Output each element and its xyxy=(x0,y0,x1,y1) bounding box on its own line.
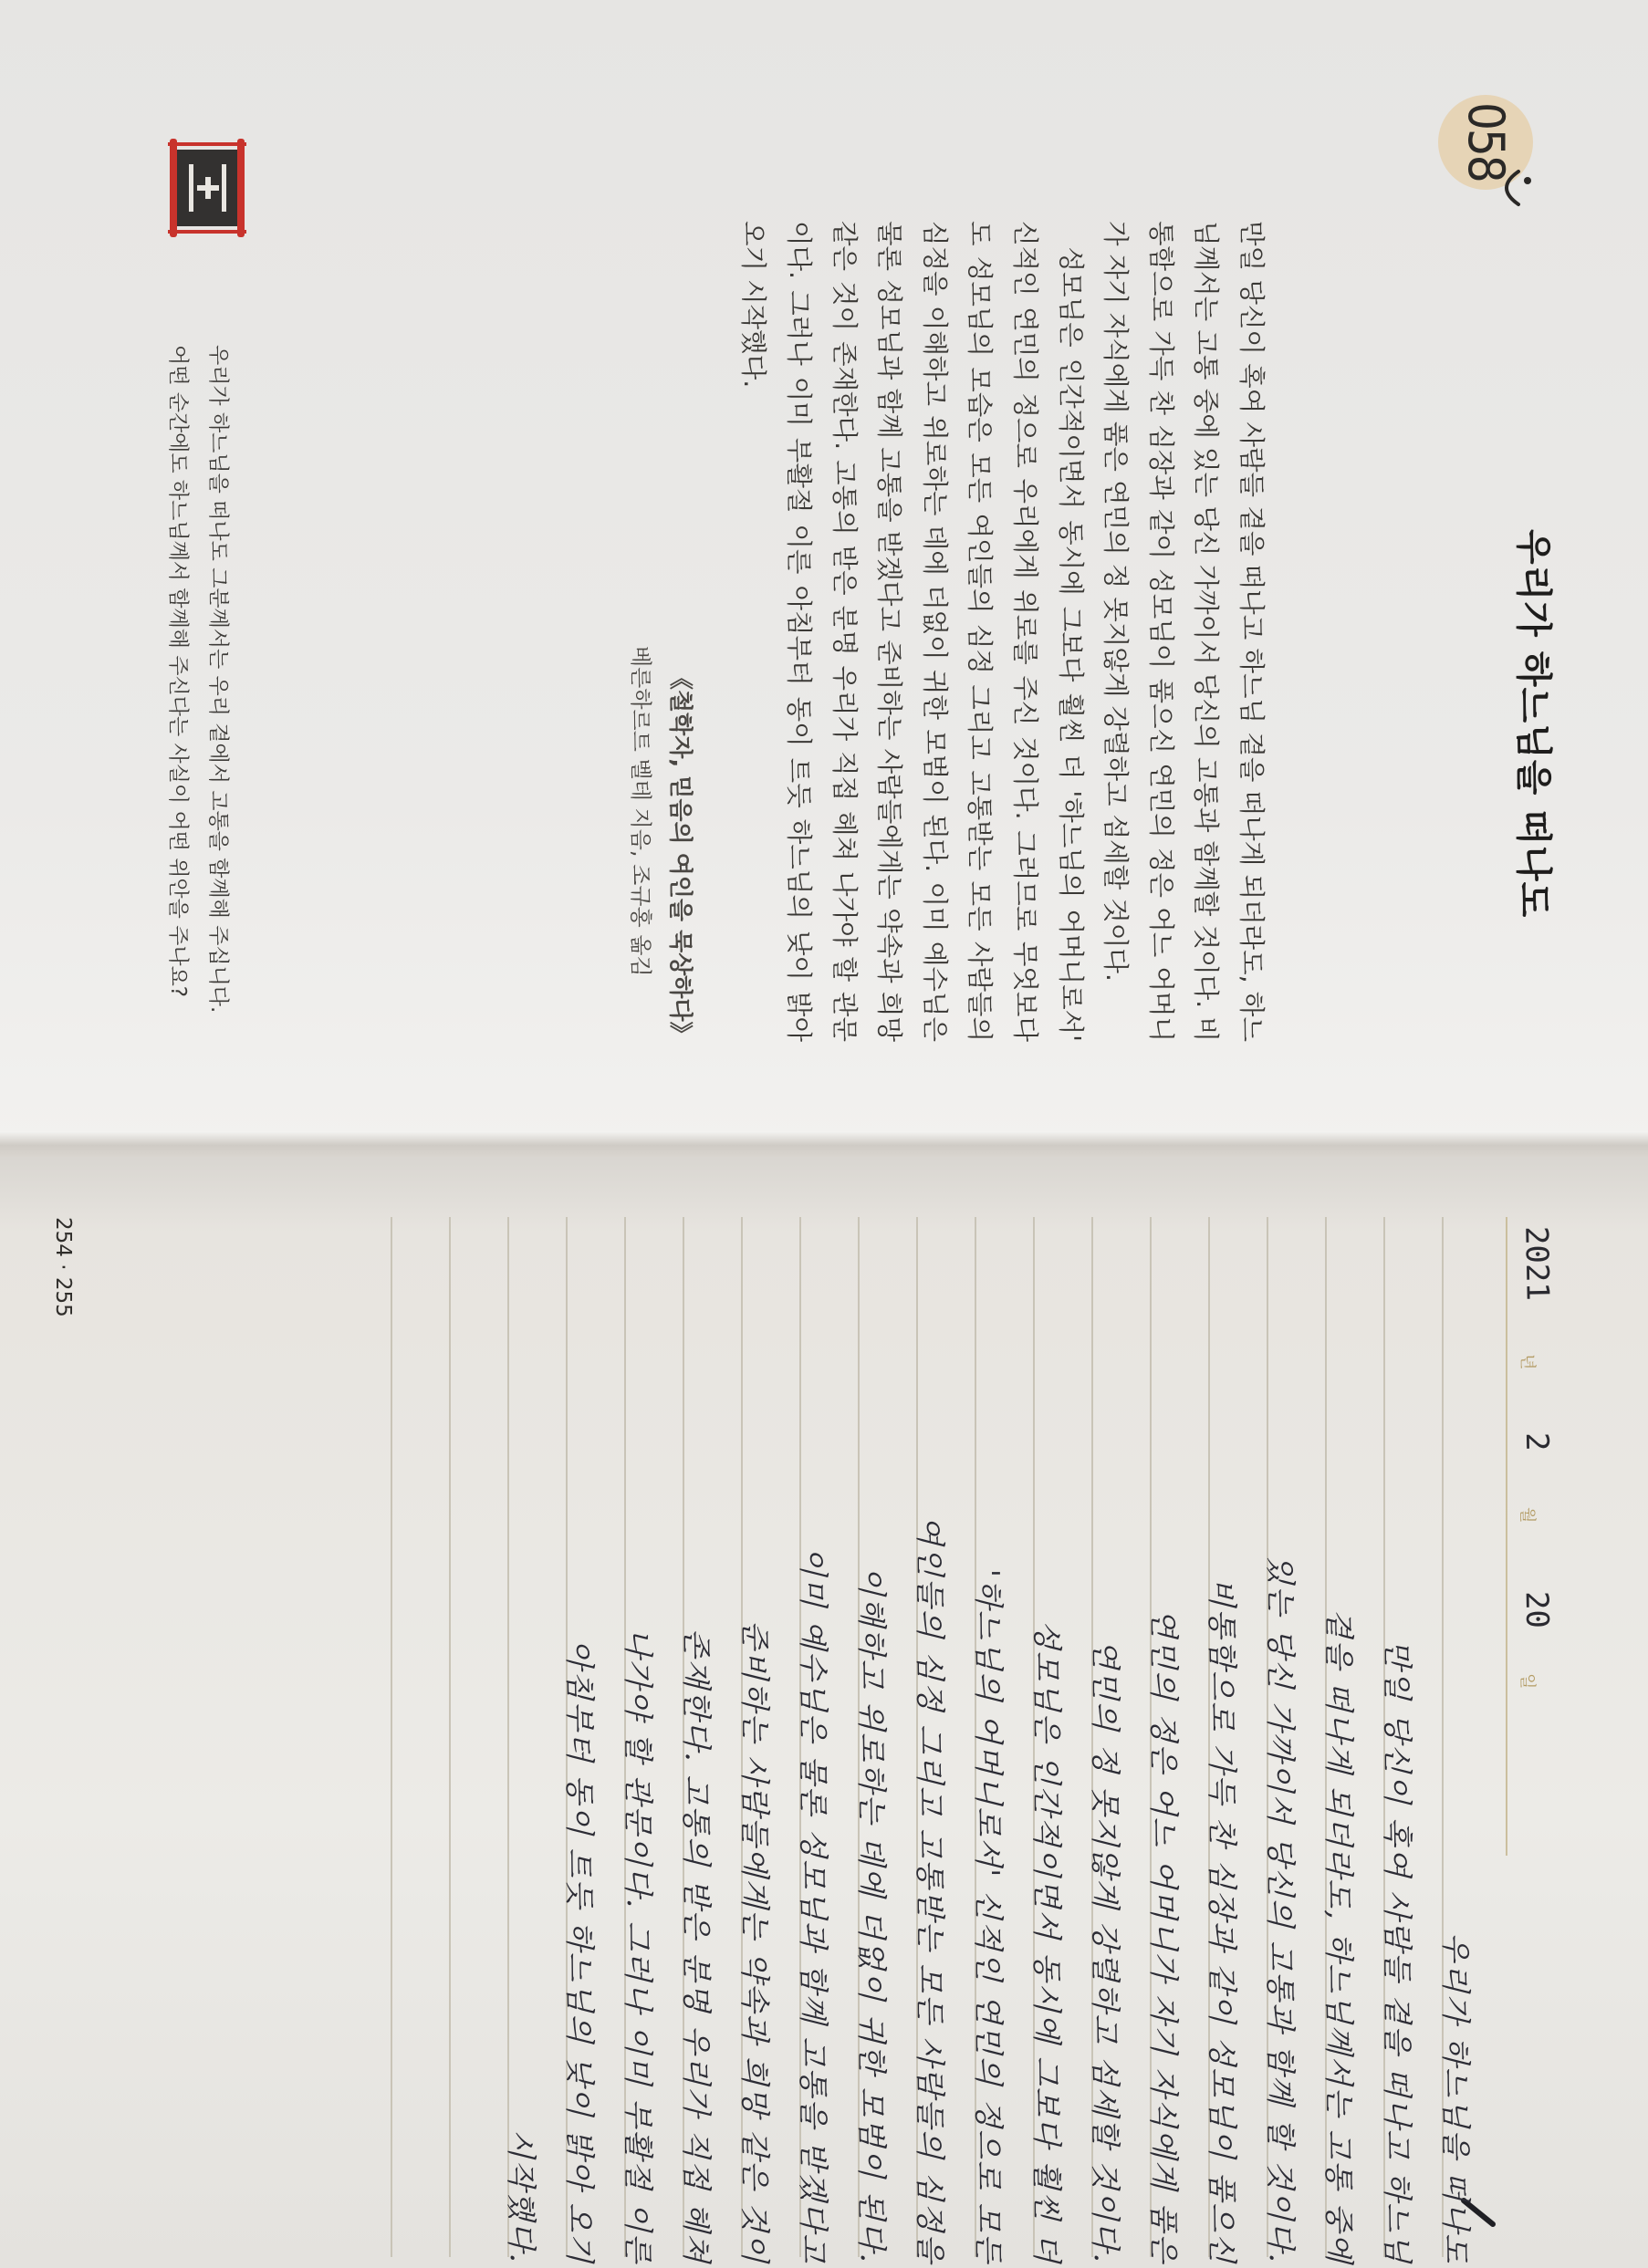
rule-line xyxy=(391,1217,392,2257)
handwritten-line: '하느님의 어머니로서' 신적인 연민의 정으로 모든 xyxy=(971,1568,1007,2264)
handwritten-line: 성모님은 인간적이면서 동시에 그보다 훨씬 더 xyxy=(1029,1619,1065,2264)
date-day-unit: 일 xyxy=(1518,1673,1537,1690)
handwritten-line: 비통함으로 가득 찬 심장과 같이 성모님이 품으신 xyxy=(1205,1577,1240,2264)
handwritten-line: 존재한다. 고통의 받은 분명 우리가 직접 헤쳐 xyxy=(679,1628,714,2264)
writing-page-content xyxy=(0,1142,1648,2268)
date-year: 2021 xyxy=(1518,1225,1556,1302)
date-row xyxy=(1506,1217,1560,1856)
handwritten-line: 아침부터 동이 트듯 하느님의 낮이 밝아 오기 xyxy=(562,1639,598,2264)
rule-line xyxy=(449,1217,451,2257)
footnote-line-1: 우리가 하느님을 떠나도 그분께서는 우리 곁에서 고통을 함께해 주십니다. xyxy=(206,345,230,1014)
date-day: 20 xyxy=(1518,1590,1556,1629)
footnote-line-2: 어떤 순간에도 하느님께서 함께해 주신다는 사실이 어떤 위안을 주나요? xyxy=(166,345,190,998)
handwritten-line: 연민의 정 못지않게 강렬하고 섬세할 것이다. xyxy=(1088,1639,1123,2264)
handwritten-line: 있는 당신 가까이서 당신의 고통과 함께 할 것이다. xyxy=(1263,1555,1299,2264)
handwritten-line: 연민의 정은 어느 어머니가 자기 자식에게 품은 xyxy=(1146,1608,1182,2264)
handwritten-line: 시작했다. xyxy=(504,2128,539,2264)
handwritten-line: 이해하고 위로하는 데에 더없이 귀한 모범이 된다. xyxy=(854,1566,890,2264)
scroll-icon xyxy=(168,137,246,239)
source-author: 베른하르트 벨테 지음, 조규홍 옮김 xyxy=(628,646,653,977)
paragraph-1: 만일 당신이 혹여 사람들 곁을 떠나고 하느님 곁을 떠나게 되더라도, 하느님께서는 고통 중에 있는 당신 가까이서 당신의 고통과 함께할 것이다. 비통함으로 가득 찬 심장과 같이 성모님이 품으신 연민의 정은 어느 어머니가 자기 자식에게 품은 연민의 정 못지않게 강렬하고 섬세할 것이다. xyxy=(1100,221,1267,1042)
handwritten-line: 이미 예수님은 물론 성모님과 함께 고통을 받겠다고 xyxy=(796,1546,831,2264)
date-underline xyxy=(1506,1217,1507,1856)
date-year-unit: 년 xyxy=(1518,1354,1537,1370)
handwritten-line: 여인들의 심정 그리고 고통받는 모든 사람들의 심정을 xyxy=(913,1515,948,2264)
smile-icon xyxy=(1489,162,1540,213)
page-number: 058 xyxy=(1457,102,1515,182)
paragraph-2: 성모님은 인간적이면서 동시에 그보다 훨씬 더 '하느님의 어머니로서' 신적인 연민의 정으로 우리에게 위로를 주신 것이다. 그러므로 무엇보다도 성모님의 모습은 모든 여인들의 심정 그리고 고통받는 모든 사람들의 심정을 이해하고 위로하는 데에 더없이 귀한 모범이 된다. 이미 예수님은 물론 성모님과 함께 고통을 받겠다고 준비하는 사람들에게는 약속과 희망 같은 것이 존재한다. 고통의 받은 분명 우리가 직접 헤쳐 나가야 할 관문이다. 그러나 이미 부활절 이른 아침부터 동이 트듯 하느님의 낮이 밝아 오기 시작했다. xyxy=(738,221,1086,1042)
date-month-unit: 월 xyxy=(1518,1507,1537,1524)
handwritten-line: 곁을 떠나게 되더라도, 하느님께서는 고통 중에 xyxy=(1321,1608,1357,2264)
date-month: 2 xyxy=(1518,1431,1556,1451)
handwritten-line: 우리가 하느님을 떠나도 xyxy=(1438,1932,1474,2264)
spread-page-numbers: 254 · 255 xyxy=(51,1217,75,1317)
handwritten-line: 준비하는 사람들에게는 약속과 희망 같은 것이 xyxy=(737,1619,773,2264)
handwritten-line: 만일 당신이 혹여 사람들 곁을 떠나고 하느님 xyxy=(1380,1639,1415,2264)
body-text xyxy=(731,221,1274,1042)
rule-line xyxy=(507,1217,509,2257)
article-title: 우리가 하느님을 떠나도 xyxy=(1512,529,1554,919)
source-title: 《철학자, 믿음의 여인을 묵상하다》 xyxy=(666,666,694,1046)
handwritten-line: 나가야 할 관문이다. 그러나 이미 부활절 이른 xyxy=(621,1628,656,2264)
